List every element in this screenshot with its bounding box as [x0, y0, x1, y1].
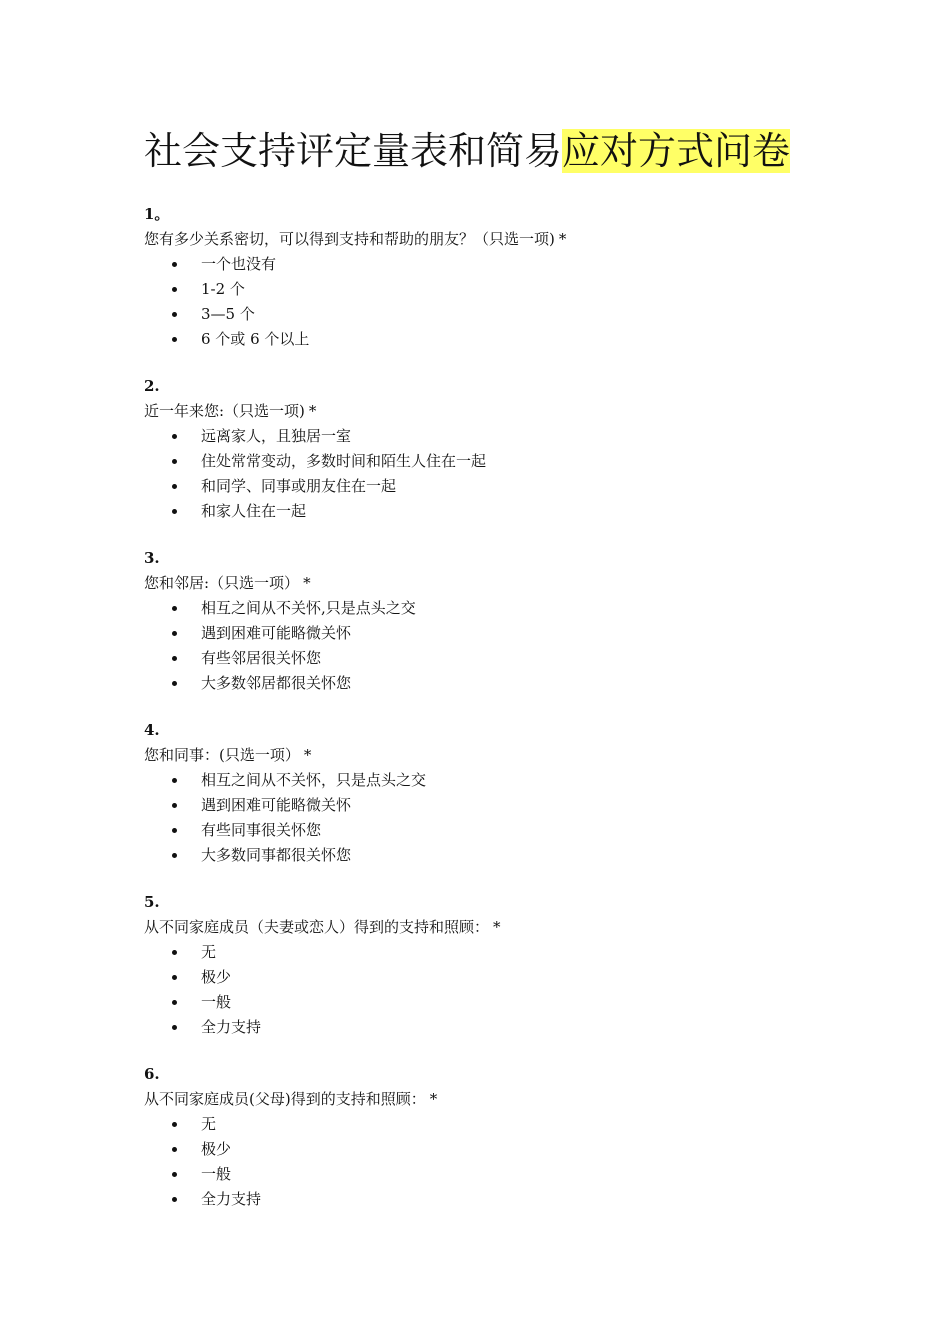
spacer [144, 176, 824, 202]
option-item[interactable] [144, 1112, 824, 1137]
required-marker: * [303, 746, 312, 764]
option-list [144, 252, 824, 352]
option-label: 一个也没有 [201, 255, 277, 273]
option-label: 全力支持 [201, 1190, 262, 1208]
bullet-icon [172, 1147, 177, 1152]
bullet-icon [172, 656, 177, 661]
option-item[interactable] [144, 474, 824, 499]
option-label: 6 个或 6 个以上 [201, 330, 310, 348]
required-marker: * [493, 918, 501, 936]
option-item[interactable] [144, 990, 824, 1015]
bullet-icon [172, 975, 177, 980]
bullet-icon [172, 434, 177, 439]
option-item[interactable] [144, 671, 824, 696]
option-item[interactable] [144, 621, 824, 646]
option-item[interactable] [144, 1015, 824, 1040]
question-block [144, 546, 824, 696]
option-label: 遇到困难可能略微关怀 [201, 624, 352, 642]
option-item[interactable] [144, 327, 824, 352]
question-text: 您有多少关系密切，可以得到支持和帮助的朋友？（只选一项) [144, 230, 555, 248]
option-label: 和同学、同事或朋友住在一起 [201, 477, 397, 495]
question-text-row [144, 399, 824, 424]
bullet-icon [172, 853, 177, 858]
option-item[interactable] [144, 843, 824, 868]
option-label: 大多数同事都很关怀您 [201, 846, 352, 864]
option-item[interactable] [144, 499, 824, 524]
bullet-icon [172, 1000, 177, 1005]
question-list [144, 202, 824, 1212]
option-label: 无 [201, 943, 217, 961]
option-label: 极少 [201, 968, 232, 986]
bullet-icon [172, 1172, 177, 1177]
question-text-row [144, 1087, 824, 1112]
option-label: 相互之间从不关怀,只是点头之交 [201, 599, 416, 617]
bullet-icon [172, 509, 177, 514]
question-text-row [144, 571, 824, 596]
question-number: 1。 [144, 205, 170, 223]
required-marker: * [303, 574, 311, 592]
question-block [144, 718, 824, 868]
option-item[interactable] [144, 940, 824, 965]
option-label: 3—5 个 [201, 305, 255, 323]
question-text: 您和邻居:（只选一项） [144, 574, 300, 592]
option-label: 极少 [201, 1140, 232, 1158]
title-plain: 社会支持评定量表和简易 [144, 129, 563, 173]
question-block [144, 1062, 824, 1212]
spacer [144, 868, 824, 890]
question-text: 近一年来您:（只选一项) [144, 402, 305, 420]
bullet-icon [172, 631, 177, 636]
question-block [144, 374, 824, 524]
bullet-icon [172, 337, 177, 342]
option-label: 远离家人，且独居一室 [201, 427, 352, 445]
spacer [144, 352, 824, 374]
option-item[interactable] [144, 302, 824, 327]
option-item[interactable] [144, 277, 824, 302]
option-label: 住处常常变动，多数时间和陌生人住在一起 [201, 452, 487, 470]
question-text: 从不同家庭成员（夫妻或恋人）得到的支持和照顾： [144, 918, 490, 936]
option-label: 有些同事很关怀您 [201, 821, 322, 839]
option-item[interactable] [144, 449, 824, 474]
option-item[interactable] [144, 965, 824, 990]
option-item[interactable] [144, 252, 824, 277]
bullet-icon [172, 778, 177, 783]
question-number: 5. [144, 893, 160, 911]
option-label: 遇到困难可能略微关怀 [201, 796, 352, 814]
title-highlighted: 应对方式问卷 [562, 129, 791, 173]
option-label: 和家人住在一起 [201, 502, 307, 520]
bullet-icon [172, 681, 177, 686]
question-block [144, 890, 824, 1040]
option-label: 1-2 个 [201, 280, 245, 298]
option-list [144, 596, 824, 696]
bullet-icon [172, 950, 177, 955]
spacer [144, 696, 824, 718]
bullet-icon [172, 484, 177, 489]
option-item[interactable] [144, 424, 824, 449]
bullet-icon [172, 1122, 177, 1127]
question-number: 2. [144, 377, 160, 395]
question-number: 4. [144, 721, 160, 739]
option-list [144, 424, 824, 524]
question-block [144, 202, 824, 352]
option-label: 大多数邻居都很关怀您 [201, 674, 352, 692]
bullet-icon [172, 828, 177, 833]
question-text-row [144, 743, 824, 768]
option-item[interactable] [144, 646, 824, 671]
option-label: 一般 [201, 1165, 232, 1183]
option-label: 无 [201, 1115, 217, 1133]
option-label: 全力支持 [201, 1018, 262, 1036]
option-list [144, 768, 824, 868]
option-item[interactable] [144, 596, 824, 621]
required-marker: * [558, 230, 567, 248]
bullet-icon [172, 287, 177, 292]
required-marker: * [308, 402, 317, 420]
bullet-icon [172, 1025, 177, 1030]
bullet-icon [172, 1197, 177, 1202]
question-text: 从不同家庭成员(父母)得到的支持和照顾： [144, 1090, 426, 1108]
spacer [144, 524, 824, 546]
bullet-icon [172, 803, 177, 808]
bullet-icon [172, 606, 177, 611]
question-text-row [144, 915, 824, 940]
option-label: 相互之间从不关怀，只是点头之交 [201, 771, 427, 789]
required-marker: * [429, 1090, 438, 1108]
option-item[interactable] [144, 818, 824, 843]
bullet-icon [172, 262, 177, 267]
option-list [144, 1112, 824, 1212]
spacer [144, 1040, 824, 1062]
page-title [144, 126, 824, 176]
question-text: 您和同事：(只选一项） [144, 746, 300, 764]
document-page [144, 126, 824, 1212]
option-list [144, 940, 824, 1040]
option-item[interactable] [144, 768, 824, 793]
option-item[interactable] [144, 1137, 824, 1162]
question-number: 6. [144, 1065, 160, 1083]
question-text-row [144, 227, 824, 252]
option-item[interactable] [144, 1187, 824, 1212]
option-label: 有些邻居很关怀您 [201, 649, 322, 667]
option-item[interactable] [144, 793, 824, 818]
bullet-icon [172, 312, 177, 317]
option-item[interactable] [144, 1162, 824, 1187]
option-label: 一般 [201, 993, 232, 1011]
question-number: 3. [144, 549, 160, 567]
bullet-icon [172, 459, 177, 464]
